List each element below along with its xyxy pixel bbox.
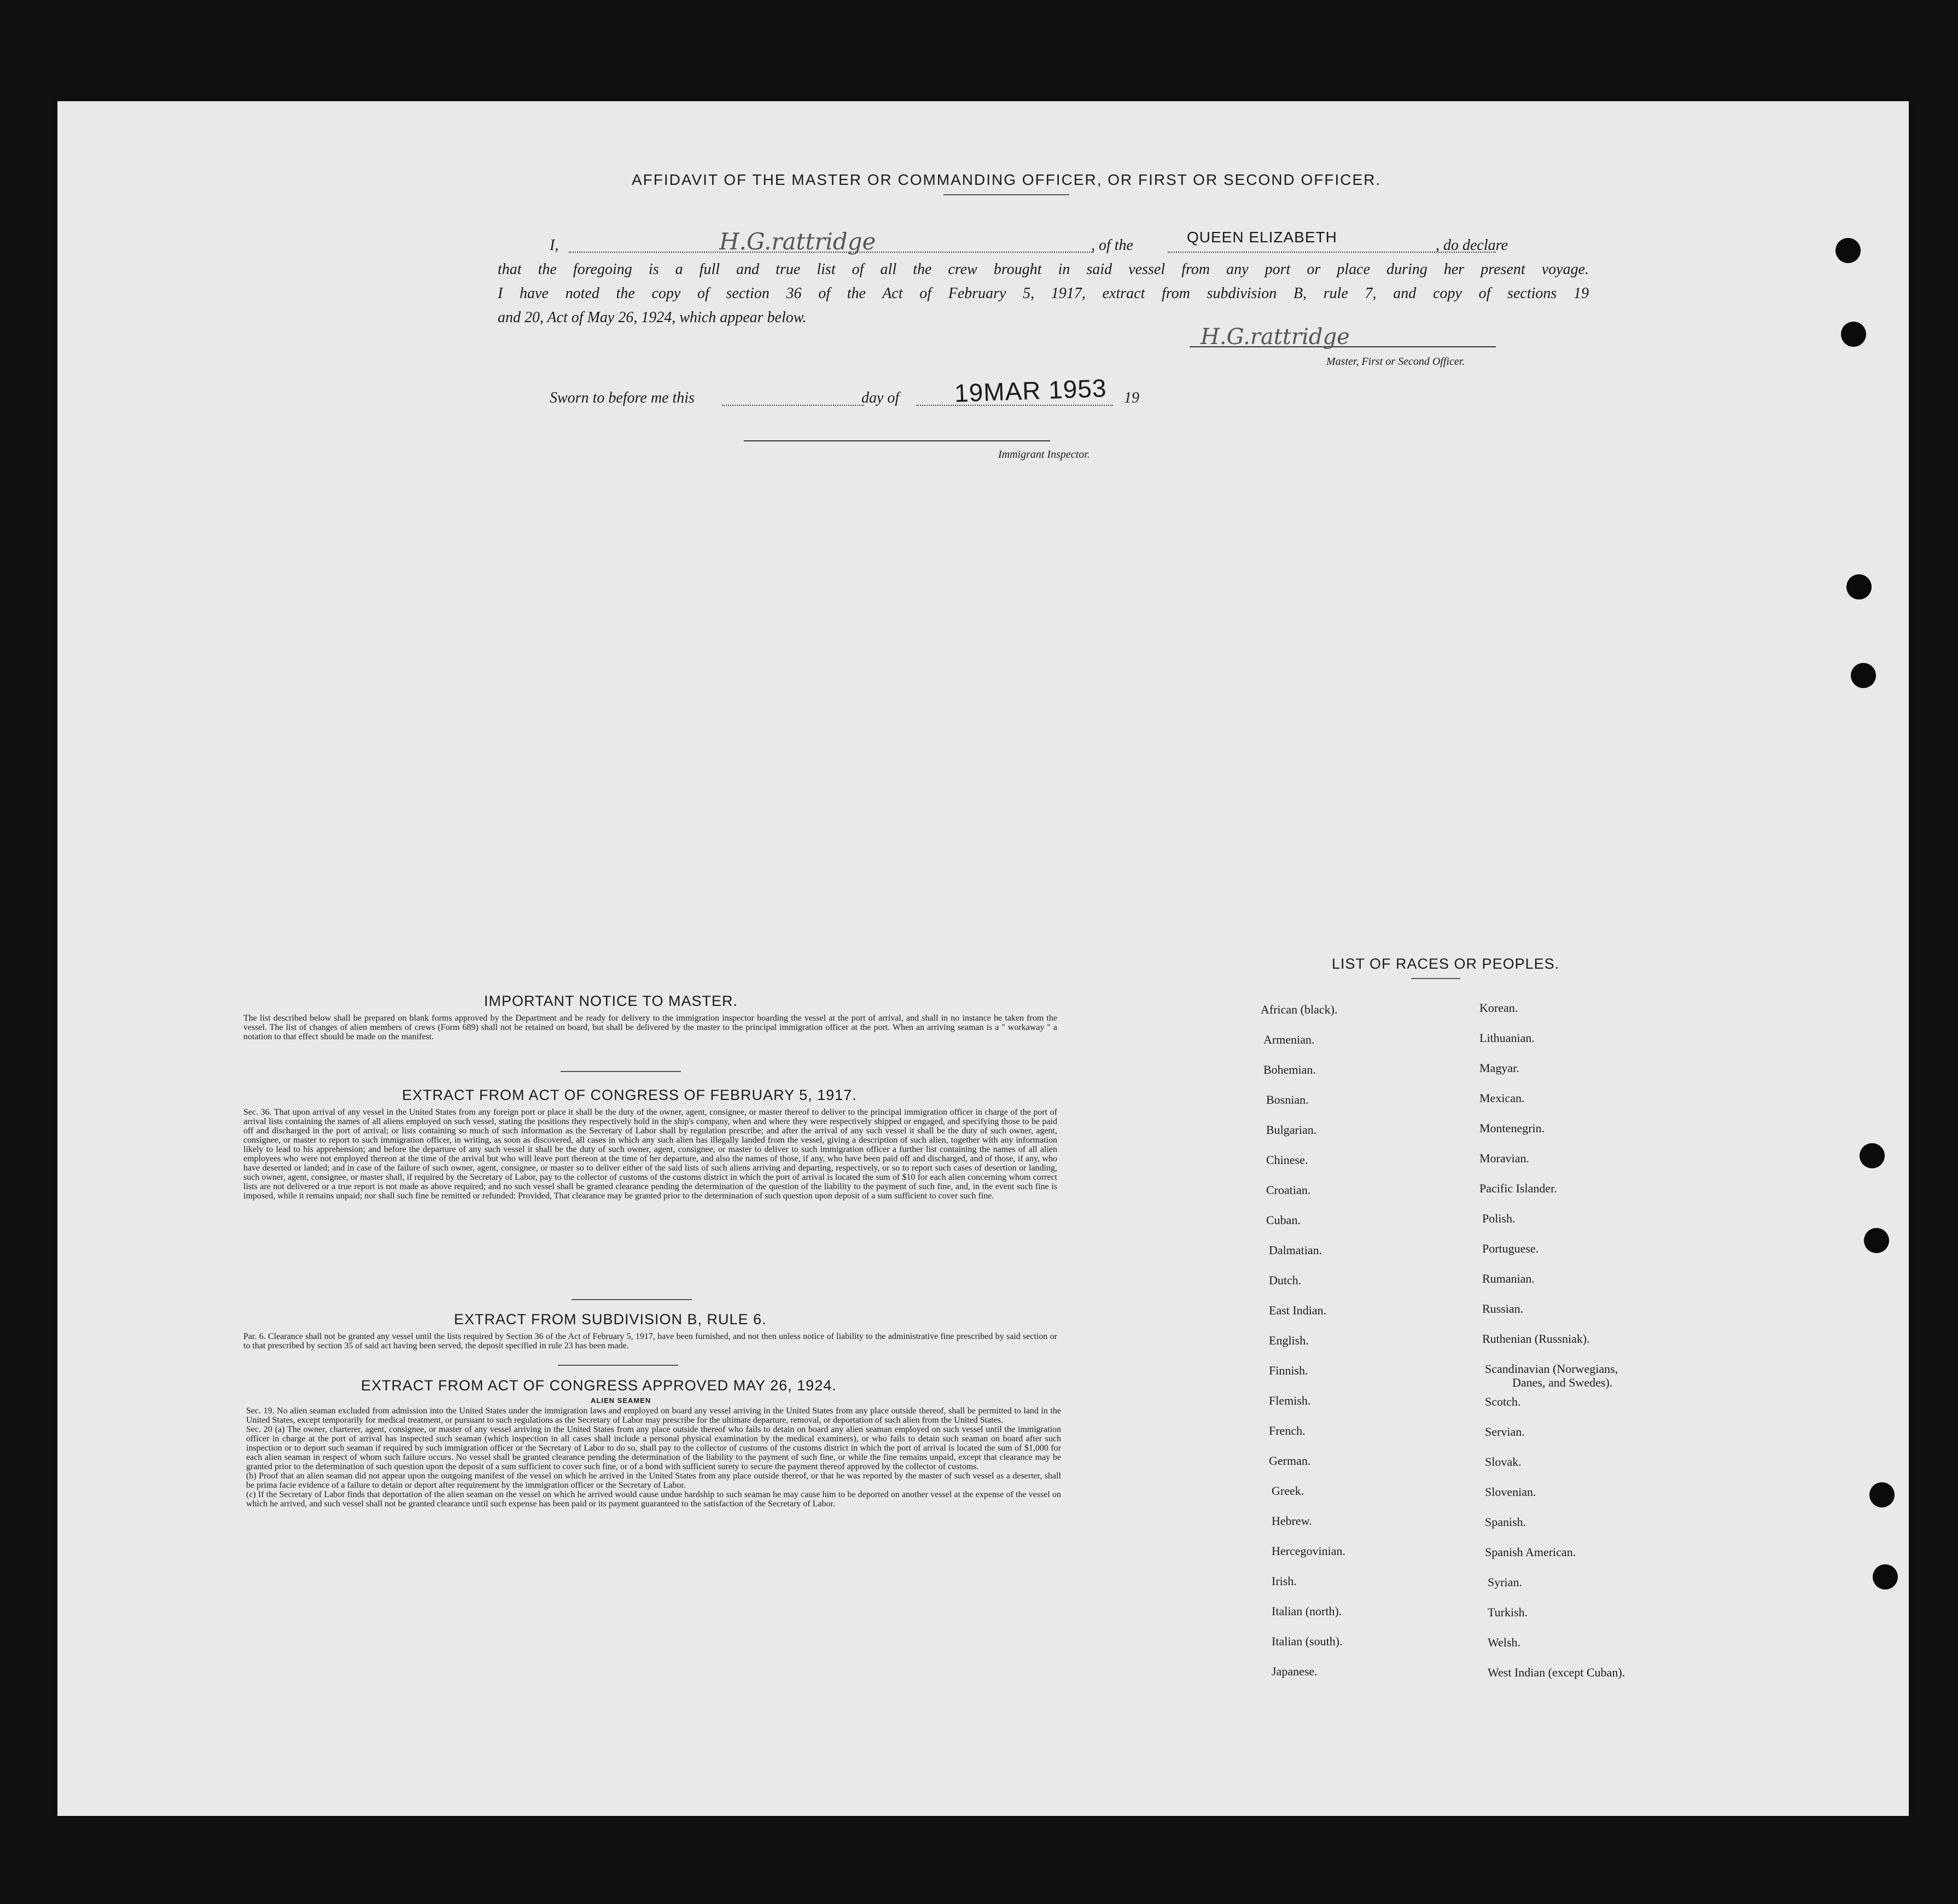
race-right-3: Magyar. (1479, 1061, 1519, 1075)
punch-hole (1841, 322, 1866, 347)
race-right-16: Slovak. (1485, 1455, 1522, 1469)
extract-1917-heading: EXTRACT FROM ACT OF CONGRESS OF FEBRUARY 5, 1917. (402, 1087, 857, 1103)
race-right-15: Servian. (1485, 1425, 1525, 1439)
race-right-14: Scotch. (1485, 1395, 1521, 1408)
race-right-4: Mexican. (1479, 1091, 1525, 1105)
race-right-10: Rumanian. (1482, 1272, 1535, 1285)
inspector-label: Immigrant Inspector. (998, 449, 1090, 461)
race-left-4: Bosnian. (1266, 1093, 1309, 1107)
race-left-6: Chinese. (1266, 1153, 1308, 1167)
race-left-5: Bulgarian. (1266, 1123, 1317, 1137)
affidavit-title: AFFIDAVIT OF THE MASTER OR COMMANDING OFFICER, OR FIRST OR SECOND OFFICER. (632, 171, 1382, 188)
extract-1917-body: Sec. 36. That upon arrival of any vessel in the United States from any foreign port or place it shall be the duty of the owner, agent, consignee, or master thereof to deliver to the principal immigration officer in charge of the port of arrival lists containing the names of all aliens employed on such vessel, stating the positions they respectively hold in the ship's company, when and where they were respectively shipped or engaged, and specifying those to be paid off and discharged in the port of arrival; or lists containing so much of such information as the Secretary of Labor shall by regulation prescribe; and after the arrival of any such vessel it shall be the duty of such owner, agent, consignee, or master to report to such immigration officer, in writing, as soon as discovered, all cases in which any such alien has illegally landed from the vessel, giving a description of such alien, together with any information likely to lead to his apprehension; and before the departure of any such vessel it shall be the duty of such owner, agent, consignee, or master to deliver to such immigration officer a further list containing the names of all alien employees who were not employed thereon at the time of the arrival but who will leave port thereon at the time of her departure, and also the names of those, if any, who have been paid off and discharged, and of those, if any, who have deserted or landed; and in case of the failure of such owner, agent, consignee, or master so to deliver either of the said lists of such aliens arriving and departing, respectively, or so to report such cases of desertion or landing, such owner, agent, consignee, or master shall, if required by the Secretary of Labor, pay to the collector of customs of the customs district in which the port of arrival is located the sum of $10 for each alien concerning whom correct lists are not delivered or a true report is not made as above required; and no such vessel shall be granted clearance pending the determination of the question of the liability to the payment of such fine, and, in the event such fine is imposed, while it remains unpaid; nor shall such fine be remitted or refunded: Provided, That clearance may be granted prior to the determination of such question upon deposit of a sum sufficient to cover such fine. (243, 1108, 1057, 1201)
punch-hole (1846, 574, 1872, 599)
do-declare-label: , do declare (1436, 237, 1508, 254)
punch-hole (1864, 1228, 1889, 1253)
race-left-9: Dalmatian. (1269, 1243, 1322, 1257)
sec20c-text: (c) If the Secretary of Labor finds that deportation of the alien seaman on the vessel on which he arrived would cause undue hardship to such seaman he may cause him to be deported on another vessel at the expense of the vessel on which he arrived, and such vessel shall not be granted clearance until such expense has been paid or its payment guaranteed to the satisfaction of the Secretary of Labor. (246, 1490, 1061, 1509)
race-left-13: Finnish. (1269, 1364, 1308, 1377)
punch-hole (1860, 1143, 1885, 1168)
race-left-12: English. (1269, 1334, 1309, 1347)
race-right-20: Syrian. (1488, 1575, 1522, 1589)
vessel-name: QUEEN ELIZABETH (1187, 229, 1337, 246)
notice-body: The list described below shall be prepared on blank forms approved by the Department and be ready for delivery to the immigration inspector boarding the vessel at the port of arrival, and shall in no instance be taken from the vessel. The list of changes of alien members of crews (Form 689) shall not be retained on board, but shall be delivered by the master to the principal immigration officer at the port. When an arriving seaman is a " workaway " a notation to that effect should be made on the manifest. (243, 1014, 1057, 1041)
race-right-22: Welsh. (1488, 1635, 1520, 1649)
sec20b-text: (b) Proof that an alien seaman did not appear upon the outgoing manifest of the vessel on which he arrived in the United States from any place outside thereof, or that he was reported by the master of such vessel as a deserter, shall be prima facie evidence of a failure to detain or deport after requirement by the immigration officer or the Secretary of Labor. (246, 1471, 1061, 1490)
master-signature: H.G.rattridge (1201, 324, 1350, 350)
i-label: I, (550, 237, 559, 254)
notice-heading: IMPORTANT NOTICE TO MASTER. (484, 993, 738, 1009)
race-left-20: Irish. (1272, 1574, 1297, 1588)
race-left-23: Japanese. (1272, 1664, 1318, 1678)
race-right-2: Lithuanian. (1479, 1031, 1535, 1045)
race-left-22: Italian (south). (1272, 1634, 1343, 1648)
race-right-19: Spanish American. (1485, 1545, 1576, 1559)
race-right-18: Spanish. (1485, 1515, 1526, 1529)
race-left-18: Hebrew. (1272, 1514, 1312, 1528)
race-right-17: Slovenian. (1485, 1485, 1536, 1499)
race-right-1: Korean. (1479, 1001, 1518, 1015)
race-right-11: Russian. (1482, 1302, 1524, 1315)
race-right-23: West Indian (except Cuban). (1488, 1666, 1625, 1679)
race-right-6: Moravian. (1479, 1151, 1530, 1165)
day-of-label: day of (861, 389, 900, 406)
punch-hole (1869, 1482, 1895, 1507)
race-left-21: Italian (north). (1272, 1604, 1342, 1618)
race-left-2: Armenian. (1263, 1033, 1315, 1046)
document-page (57, 101, 1909, 1816)
officer-signature: H.G.rattridge (719, 228, 876, 255)
notice-divider (561, 1071, 681, 1072)
punch-hole (1835, 238, 1861, 263)
race-right-8: Polish. (1482, 1212, 1516, 1225)
rule6-heading: EXTRACT FROM SUBDIVISION B, RULE 6. (454, 1311, 767, 1327)
affidavit-line-4: and 20, Act of May 26, 1924, which appear below. (498, 309, 807, 326)
master-label: Master, First or Second Officer. (1326, 356, 1465, 368)
affidavit-line-3: I have noted the copy of section 36 of the Act of February 5, 1917, extract from subdivision B, rule 7, and copy of sections 19 (498, 285, 1589, 302)
race-left-11: East Indian. (1269, 1303, 1327, 1317)
race-left-19: Hercegovinian. (1272, 1544, 1345, 1558)
punch-hole (1873, 1564, 1898, 1589)
race-left-8: Cuban. (1266, 1213, 1301, 1227)
race-left-17: Greek. (1272, 1484, 1304, 1498)
title-underline (943, 194, 1069, 195)
race-right-21: Turkish. (1488, 1605, 1528, 1619)
race-right-7: Pacific Islander. (1479, 1181, 1557, 1195)
rule6-body: Par. 6. Clearance shall not be granted any vessel until the lists required by Section 36 of the Act of February 5, 1917, have been furnished, and not then unless notice of liability to the administrative fine prescribed by said section or to that prescribed by section 35 of said act having been served, the deposit specified in rule 23 has been made. (243, 1332, 1057, 1350)
sworn-day-line (722, 405, 864, 406)
races-underline (1411, 978, 1460, 979)
race-left-7: Croatian. (1266, 1183, 1311, 1197)
race-right-5: Montenegrin. (1479, 1121, 1545, 1135)
race-left-10: Dutch. (1269, 1273, 1302, 1287)
date-stamp: 19MAR 1953 (954, 374, 1108, 407)
sec19-text: Sec. 19. No alien seaman excluded from admission into the United States under the immigration laws and employed on board any vessel arriving in the United States from any place outside thereof, shall be permitted to land in the United States, except temporarily for medical treatment, or pursuant to such regulations as the Secretary of Labor may prescribe for the ultimate departure, removal, or deportation of such alien from the United States. (246, 1406, 1061, 1425)
of-the-label: , of the (1091, 237, 1133, 254)
races-heading: LIST OF RACES OR PEOPLES. (1332, 956, 1560, 972)
sworn-text: Sworn to before me this (550, 389, 695, 406)
rule6-divider (558, 1365, 678, 1366)
affidavit-line-2: that the foregoing is a full and true list of all the crew brought in said vessel from any port or place during her present voyage. (498, 261, 1589, 278)
race-right-12: Ruthenian (Russniak). (1482, 1332, 1590, 1346)
punch-hole (1851, 663, 1876, 688)
race-right-9: Portuguese. (1482, 1242, 1539, 1255)
race-left-15: French. (1269, 1424, 1306, 1437)
race-left-16: German. (1269, 1454, 1311, 1468)
alien-seamen-subheading: ALIEN SEAMEN (591, 1396, 651, 1405)
race-left-3: Bohemian. (1263, 1063, 1316, 1076)
inspector-signature-line (744, 440, 1050, 441)
race-right-13: Scandinavian (Norwegians, (1485, 1362, 1618, 1376)
extract-1924-heading: EXTRACT FROM ACT OF CONGRESS APPROVED MAY 26, 1924. (361, 1377, 837, 1394)
sec20a-text: Sec. 20 (a) The owner, charterer, agent, consignee, or master of any vessel arriving in the United States from any place outside thereof who fails to detain on board any alien seaman employed on such vessel until the immigration officer in charge at the port of arrival has inspected such seaman (which inspection in all cases shall include a personal physical examination by the medical examiners), or who fails to detain such seaman on board after such inspection or to deport such seaman if required by such immigration officer or the Secretary of Labor to do so, shall pay to the collector of customs of the customs district in which the port of arrival is located the sum of $1,000 for each alien seaman in respect of whom such failure occurs. No vessel shall be granted clearance pending the determination of the liability to the payment of such fine, or while the fine remains unpaid, except that clearance may be granted prior to the determination of such question upon the deposit of a sum sufficient to cover such fine, or of a bond with sufficient surety to secure the payment thereof approved by the collector of customs. (246, 1425, 1061, 1471)
year-prefix: 19 (1124, 389, 1139, 406)
extract-1917-divider (572, 1299, 692, 1300)
race-left-1: African (black). (1261, 1003, 1338, 1016)
race-left-14: Flemish. (1269, 1394, 1311, 1407)
race-right-13-cont: Danes, and Swedes). (1512, 1376, 1613, 1389)
extract-1924-body (246, 1406, 1061, 1509)
